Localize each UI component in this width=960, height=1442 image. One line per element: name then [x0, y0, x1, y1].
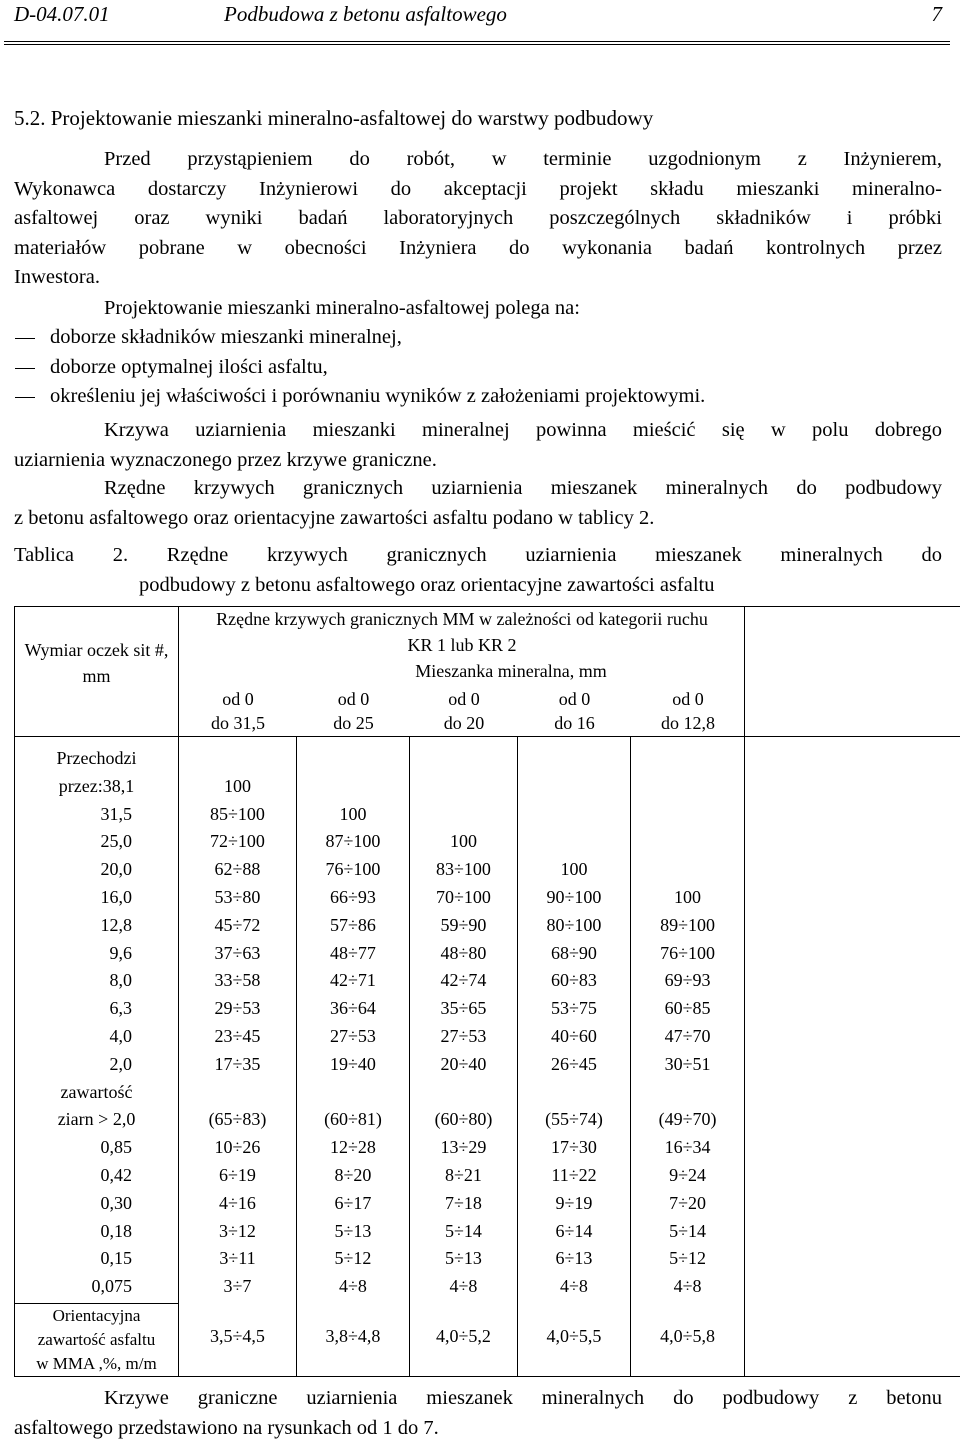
- table-cell: 42÷74: [440, 970, 487, 991]
- main-header: Rzędne krzywych granicznych MM w zależności od kategorii ruchu: [216, 609, 708, 629]
- list-item: doborze składników mieszanki mineralnej,: [14, 323, 942, 353]
- table-cell: [410, 801, 517, 829]
- paragraph-line: asfaltowej oraz wyniki badań laboratoryjnych poszczególnych składników i próbki: [14, 207, 942, 230]
- paragraph-table-reference: [14, 474, 942, 533]
- table-cell: 9÷24: [669, 1164, 706, 1185]
- table-cell: 42÷71: [330, 970, 376, 991]
- table-cell: 27÷53: [440, 1025, 487, 1046]
- table-cell: 59÷90: [440, 914, 487, 935]
- paragraph-line: Przed przystąpieniem do robót, w terminie uzgodnionym z Inżynierem,: [104, 148, 942, 170]
- table-cell: [631, 1079, 744, 1107]
- table-cell: 5÷12: [669, 1248, 706, 1269]
- paragraph-line: Krzywa uziarnienia mieszanki mineralnej powinna mieścić się w polu dobrego: [104, 419, 942, 441]
- paragraph-line: z betonu asfaltowego oraz orientacyjne zawartości asfaltu podano w tablicy 2.: [14, 506, 655, 529]
- caption-line: podbudowy z betonu asfaltowego oraz orientacyjne zawartości asfaltu: [139, 573, 715, 596]
- table-cell: 48÷77: [330, 942, 376, 963]
- table-cell: 57÷86: [330, 914, 376, 935]
- header-divider: [4, 41, 950, 45]
- table-cell: 6÷19: [219, 1164, 256, 1185]
- sieve-size-header: [15, 607, 179, 737]
- paragraph-line: Rzędne krzywych granicznych uziarnienia mieszanek mineralnych do podbudowy: [104, 477, 942, 499]
- document-title: Podbudowa z betonu asfaltowego: [224, 2, 507, 26]
- table-cell: [518, 828, 630, 856]
- paragraph-line: Krzywe graniczne uziarnienia mieszanek mineralnych do podbudowy z betonu: [104, 1387, 942, 1409]
- table-cell: 8÷20: [334, 1164, 372, 1185]
- table-cell: [410, 773, 517, 801]
- row-label: 25,0: [100, 831, 132, 852]
- table-cell: 23÷45: [214, 1025, 261, 1046]
- header-text: Wymiar oczek sit #, mm: [24, 640, 169, 686]
- row-label: Przechodzi: [56, 748, 137, 768]
- table-cell: 13÷29: [440, 1137, 487, 1158]
- table-cell: 9÷19: [555, 1192, 593, 1213]
- table-cell: 83÷100: [436, 859, 491, 880]
- grading-limits-table: [14, 606, 960, 1377]
- paragraph-figures-reference: [14, 1384, 942, 1442]
- table-cell: 6÷14: [555, 1220, 593, 1241]
- column-header: [297, 687, 410, 735]
- table-cell: 3÷12: [219, 1220, 256, 1241]
- row-label: Orientacyjna: [52, 1305, 141, 1325]
- column-header-line: od 0: [222, 689, 254, 709]
- mix-header: Mieszanka mineralna, mm: [415, 661, 607, 681]
- row-label: 12,8: [100, 914, 132, 935]
- table-cell: 6÷17: [334, 1192, 372, 1213]
- table-cell: 10÷26: [214, 1137, 261, 1158]
- table-cell: 5÷13: [334, 1220, 372, 1241]
- table-cell: 12÷28: [330, 1137, 376, 1158]
- column-header-line: od 0: [558, 689, 591, 709]
- table-cell: (49÷70): [658, 1109, 717, 1130]
- column-header-line: od 0: [672, 689, 704, 709]
- row-label: 0,30: [100, 1192, 132, 1213]
- paragraph-line: materiałów pobrane w obecności Inżyniera do wykonania badań kontrolnych przez: [14, 236, 942, 259]
- table-cell: 17÷35: [214, 1053, 261, 1074]
- table-cell: 85÷100: [210, 803, 265, 824]
- traffic-category: KR 1 lub KR 2: [407, 635, 517, 655]
- paragraph-line: Projektowanie mieszanki mineralno-asfaltowej polega na:: [104, 297, 580, 319]
- table-cell: [297, 745, 409, 773]
- table-cell: 60÷85: [664, 998, 711, 1019]
- table-cell: 100: [450, 831, 477, 852]
- page-number: 7: [931, 2, 942, 26]
- table-cell: 87÷100: [325, 831, 381, 852]
- row-labels: [15, 737, 179, 1377]
- row-label: 0,15: [100, 1248, 132, 1269]
- table-cell: [631, 745, 744, 773]
- paragraph-design-intro: [14, 294, 942, 324]
- paragraph-line: Inwestora.: [14, 266, 100, 289]
- empty-column: [745, 607, 960, 737]
- row-label: 20,0: [100, 859, 132, 880]
- table-cell: 100: [339, 803, 367, 824]
- empty-column: [745, 737, 960, 1377]
- table-cell: (55÷74): [545, 1109, 603, 1130]
- asphalt-content-cell: 3,8÷4,8: [325, 1325, 381, 1346]
- table-cell: [410, 745, 517, 773]
- row-label: 6,3: [109, 998, 132, 1019]
- table-cell: 8÷21: [445, 1164, 482, 1185]
- table-cell: 4÷8: [673, 1276, 702, 1297]
- row-label: 16,0: [100, 886, 132, 907]
- limit-curves-header: [179, 607, 745, 737]
- column-header: [518, 687, 631, 735]
- table-cell: 5÷14: [669, 1220, 706, 1241]
- table-cell: 26÷45: [551, 1053, 597, 1074]
- table-cell: [179, 1079, 296, 1107]
- table-cell: 70÷100: [436, 886, 491, 907]
- table-cell: [518, 745, 630, 773]
- column-header: [631, 687, 745, 735]
- table-cell: 100: [674, 886, 702, 907]
- column-header-line: do 20: [443, 713, 485, 733]
- table-cell: 27÷53: [330, 1025, 376, 1046]
- table-cell: 47÷70: [664, 1025, 711, 1046]
- row-label: 0,42: [100, 1164, 132, 1185]
- column-header-line: od 0: [337, 689, 370, 709]
- table-cell: (60÷80): [434, 1109, 493, 1130]
- paragraph-grading-curve: [14, 416, 942, 475]
- table-cell: [410, 1079, 517, 1107]
- table-cell: [297, 1079, 409, 1107]
- table-cell: 33÷58: [214, 970, 261, 991]
- table-cell: 62÷88: [214, 859, 261, 880]
- table-cell: 29÷53: [214, 998, 261, 1019]
- paragraph-line: uziarnienia wyznaczonego przez krzywe graniczne.: [14, 448, 437, 471]
- row-label: w MMA ,%, m/m: [36, 1353, 157, 1373]
- value-column: [631, 737, 745, 1377]
- value-column: [297, 737, 410, 1377]
- value-column: [179, 737, 297, 1377]
- design-steps-list: [14, 323, 942, 412]
- page-header: [14, 2, 946, 36]
- document-code: D-04.07.01: [14, 2, 110, 26]
- table-cell: 16÷34: [664, 1137, 711, 1158]
- table-cell: 11÷22: [551, 1164, 597, 1185]
- table-cell: 35÷65: [440, 998, 487, 1019]
- list-item: określeniu jej właściwości i porównaniu wyników z założeniami projektowymi.: [14, 382, 942, 412]
- table-cell: 40÷60: [551, 1025, 597, 1046]
- table-cell: 3÷11: [219, 1248, 256, 1269]
- value-column: [518, 737, 631, 1377]
- table-cell: [518, 801, 630, 829]
- column-header-line: do 12,8: [661, 713, 715, 733]
- paragraph-line: asfaltowego przedstawiono na rysunkach od 1 do 7.: [14, 1416, 439, 1439]
- table-cell: 7÷20: [669, 1192, 706, 1213]
- table-cell: 7÷18: [445, 1192, 482, 1213]
- table-cell: 76÷100: [660, 942, 715, 963]
- row-label: 2,0: [109, 1053, 132, 1074]
- column-header: [179, 687, 297, 735]
- row-label: 0,075: [91, 1276, 132, 1297]
- table-cell: 72÷100: [210, 831, 265, 852]
- row-label: zawartość asfaltu: [37, 1329, 156, 1349]
- table-cell: 17÷30: [551, 1137, 597, 1158]
- table-cell: 100: [224, 775, 251, 796]
- table-cell: 53÷80: [214, 886, 261, 907]
- column-header-line: do 25: [333, 713, 374, 733]
- table-cell: 4÷8: [339, 1276, 367, 1297]
- paragraph-line: Wykonawca dostarczy Inżynierowi do akceptacji projekt składu mieszanki mineralno-: [14, 177, 942, 200]
- table-cell: 3÷7: [223, 1276, 252, 1297]
- table-cell: 6÷13: [555, 1248, 593, 1269]
- table-cell: 80÷100: [546, 914, 602, 935]
- table-cell: 69÷93: [664, 970, 711, 991]
- list-item: doborze optymalnej ilości asfaltu,: [14, 353, 942, 383]
- table-cell: [179, 745, 296, 773]
- table-cell: 4÷8: [560, 1276, 588, 1297]
- table-cell: (60÷81): [324, 1109, 382, 1130]
- table-cell: 5÷14: [445, 1220, 482, 1241]
- section-heading: 5.2. Projektowanie mieszanki mineralno-asfaltowej do warstwy podbudowy: [14, 106, 654, 130]
- row-label: przez:38,1: [58, 775, 135, 796]
- table-cell: [631, 801, 744, 829]
- column-header: [410, 687, 518, 735]
- column-header-line: od 0: [448, 689, 480, 709]
- paragraph-submission: [14, 145, 942, 293]
- table-caption: [14, 541, 942, 600]
- table-cell: 48÷80: [440, 942, 487, 963]
- row-label: zawartość: [60, 1081, 133, 1102]
- row-label: 9,6: [109, 942, 132, 963]
- table-cell: (65÷83): [208, 1109, 267, 1130]
- asphalt-content-cell: 4,0÷5,5: [546, 1325, 602, 1346]
- row-label: 8,0: [109, 970, 132, 991]
- row-label: 31,5: [100, 803, 132, 824]
- table-cell: 37÷63: [214, 942, 261, 963]
- asphalt-content-cell: 3,5÷4,5: [210, 1325, 265, 1346]
- table-cell: [297, 773, 409, 801]
- table-cell: [631, 773, 744, 801]
- table-cell: 20÷40: [440, 1053, 487, 1074]
- table-cell: [518, 1079, 630, 1107]
- row-label: ziarn > 2,0: [57, 1109, 136, 1130]
- table-cell: [631, 828, 744, 856]
- row-label: 4,0: [109, 1025, 132, 1046]
- column-header-line: do 16: [554, 713, 595, 733]
- table-cell: 36÷64: [330, 998, 376, 1019]
- table-cell: 30÷51: [664, 1053, 711, 1074]
- row-label: 0,18: [100, 1220, 132, 1241]
- asphalt-content-cell: 4,0÷5,8: [660, 1325, 715, 1346]
- asphalt-content-cell: 4,0÷5,2: [436, 1325, 491, 1346]
- row-label: 0,85: [100, 1137, 132, 1158]
- table-cell: 19÷40: [330, 1053, 376, 1074]
- table-cell: 60÷83: [551, 970, 597, 991]
- value-column: [410, 737, 518, 1377]
- table-cell: 66÷93: [330, 886, 376, 907]
- table-cell: 4÷8: [449, 1276, 478, 1297]
- table-cell: 5÷12: [334, 1248, 372, 1269]
- column-header-line: do 31,5: [211, 713, 265, 733]
- table-cell: 90÷100: [546, 886, 602, 907]
- table-cell: 68÷90: [551, 942, 597, 963]
- caption-line: Tablica 2. Rzędne krzywych granicznych uziarnienia mieszanek mineralnych do: [14, 544, 942, 566]
- table-cell: [631, 856, 744, 884]
- table-cell: 100: [560, 859, 588, 880]
- table-cell: [518, 773, 630, 801]
- table-cell: 5÷13: [445, 1248, 482, 1269]
- table-cell: 76÷100: [325, 859, 381, 880]
- table-cell: 45÷72: [214, 914, 261, 935]
- table-cell: 4÷16: [219, 1192, 256, 1213]
- table-cell: 53÷75: [551, 998, 597, 1019]
- table-cell: 89÷100: [660, 914, 715, 935]
